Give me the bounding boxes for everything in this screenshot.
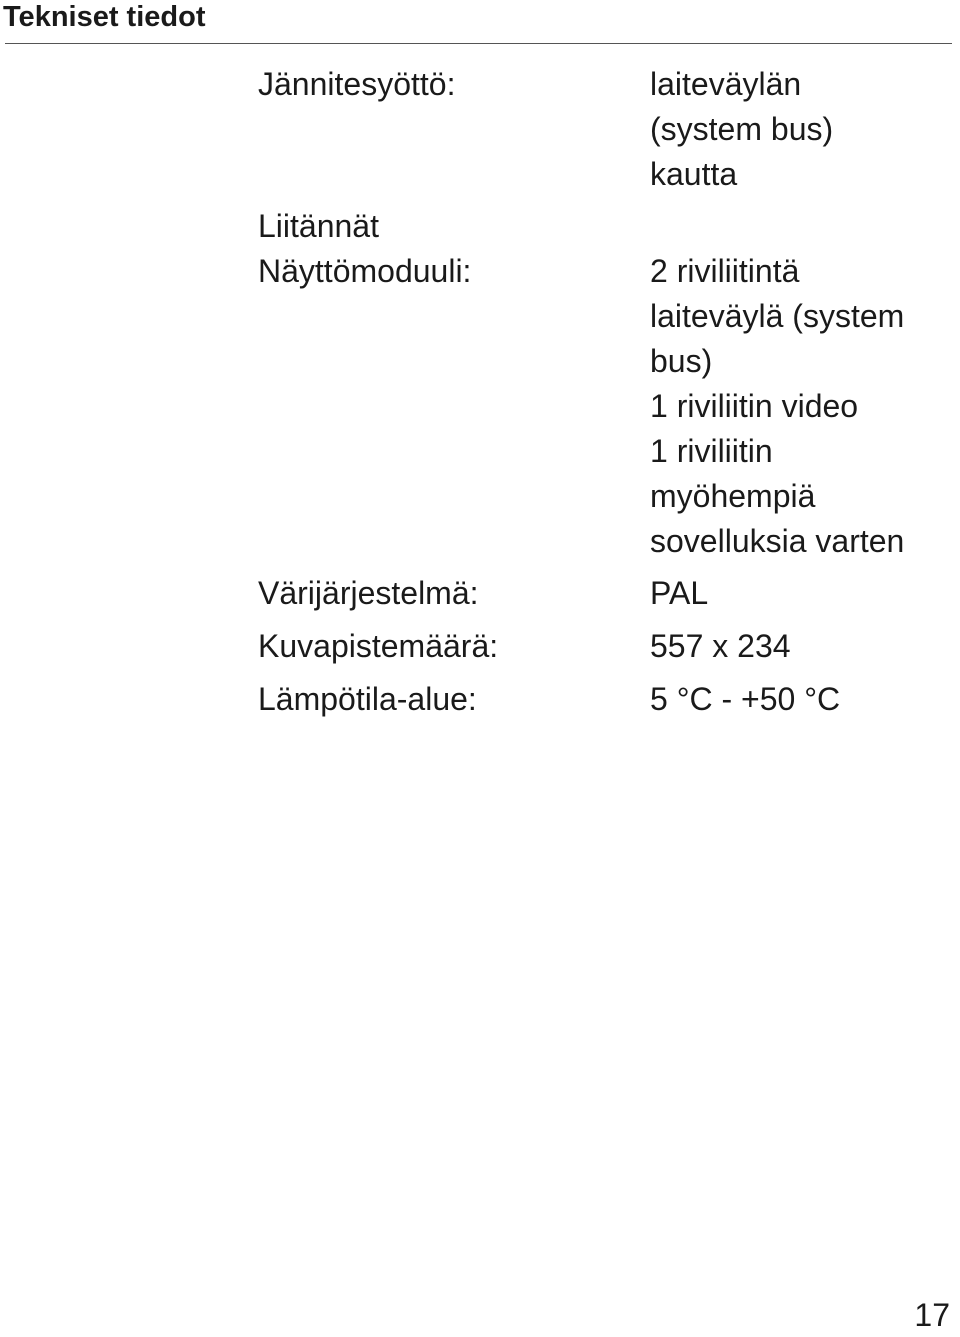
spec-value-temperature: 5 °C - +50 °C <box>650 681 841 717</box>
spec-value-line: 1 riviliitin video <box>650 388 859 424</box>
spec-value-display-module <box>650 249 904 564</box>
spec-value-line: myöhempiä <box>650 478 816 514</box>
spec-value-line: 1 riviliitin <box>650 433 773 469</box>
spec-label-color-system: Värijärjestelmä: <box>258 575 479 611</box>
spec-label-display-module: Näyttömoduuli: <box>258 253 472 289</box>
page-number: 17 <box>914 1297 950 1333</box>
title-divider <box>5 43 952 44</box>
spec-label-resolution: Kuvapistemäärä: <box>258 628 499 664</box>
spec-value-line: laiteväylän <box>650 66 802 102</box>
spec-value-color-system: PAL <box>650 575 709 611</box>
spec-value-line: laiteväylä (system <box>650 298 905 334</box>
spec-value-line: (system bus) <box>650 111 834 147</box>
spec-value-resolution: 557 x 234 <box>650 628 791 664</box>
spec-value-power-supply <box>650 62 833 197</box>
spec-value-line: bus) <box>650 343 713 379</box>
spec-value-line: kautta <box>650 156 738 192</box>
spec-label-temperature: Lämpötila-alue: <box>258 681 477 717</box>
spec-label-power-supply: Jännitesyöttö: <box>258 66 456 102</box>
spec-heading-connections: Liitännät <box>258 208 379 244</box>
spec-value-line: 2 riviliitintä <box>650 253 800 289</box>
spec-value-line: sovelluksia varten <box>650 523 905 559</box>
page-title: Tekniset tiedot <box>3 1 206 33</box>
